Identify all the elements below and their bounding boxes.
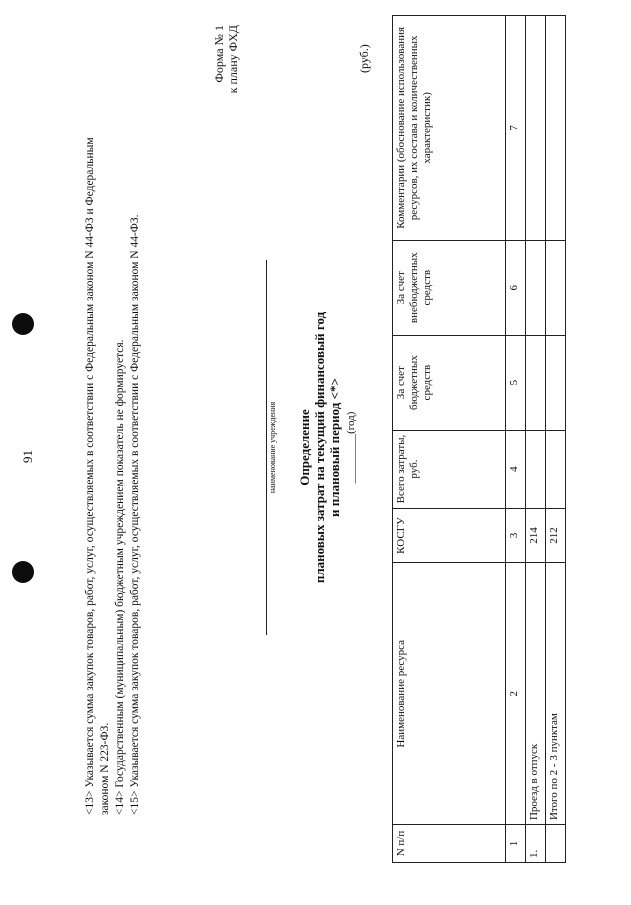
header-kosgu: КОСГУ [393, 508, 506, 563]
punch-hole-left [12, 561, 34, 583]
row-kosgu: 214 [526, 508, 546, 563]
row-comment [546, 16, 566, 241]
page-number: 91 [20, 450, 35, 463]
form-plan-ref: к плану ФХД [226, 25, 240, 94]
form-label [212, 25, 240, 145]
header-total: Всего затраты, руб. [393, 430, 506, 508]
currency-unit: (руб.) [357, 44, 371, 73]
col-number-7: 7 [506, 16, 526, 241]
col-number-3: 3 [506, 508, 526, 563]
col-number-5: 5 [506, 335, 526, 430]
row-number: 1. [526, 825, 546, 863]
row-budget [526, 335, 546, 430]
resources-table [392, 15, 566, 863]
row-number [546, 825, 566, 863]
row-total [526, 430, 546, 508]
col-number-6: 6 [506, 240, 526, 335]
institution-caption: наименование учреждения [268, 401, 277, 494]
header-resource-name: Наименование ресурса [393, 563, 506, 825]
footnote-13-line2: законом N 223-ФЗ. [99, 722, 111, 815]
year-line: _________(год) [345, 411, 357, 484]
col-number-1: 1 [506, 825, 526, 863]
footnote-14: <14> Государственным (муниципальным) бюджетным учреждением показатель не формируется. [114, 339, 126, 815]
row-comment [526, 16, 546, 241]
row-kosgu: 212 [546, 508, 566, 563]
table-header-row [393, 16, 506, 863]
title-line3: и плановый период <*> [327, 378, 342, 517]
form-number: Форма № 1 [212, 25, 226, 83]
row-extrabudget [526, 240, 546, 335]
header-comment: Комментарии (обоснование использования ресурсов, их состава и количественных характеристик) [393, 16, 506, 241]
row-resource-name: Проезд в отпуск [526, 563, 546, 825]
footnote-15: <15> Указывается сумма закупок товаров, работ, услуг, осуществляемых в соответствии с Федеральным законом N 44-ФЗ. [129, 214, 141, 815]
row-extrabudget [546, 240, 566, 335]
table-row [546, 16, 566, 863]
table-row [526, 16, 546, 863]
institution-name-line [266, 260, 267, 635]
row-budget [546, 335, 566, 430]
row-total [546, 430, 566, 508]
document-title [297, 260, 342, 635]
header-budget: За счет бюджетных средств [393, 335, 506, 430]
col-number-4: 4 [506, 430, 526, 508]
title-line1: Определение [297, 409, 312, 486]
header-extrabudget: За счет внебюджетных средств [393, 240, 506, 335]
col-number-2: 2 [506, 563, 526, 825]
header-number: N п/п [393, 825, 506, 863]
table-numbering-row [506, 16, 526, 863]
row-resource-name: Итого по 2 - 3 пунктам [546, 563, 566, 825]
punch-hole-right [12, 313, 34, 335]
footnote-13-line1: <13> Указывается сумма закупок товаров, работ, услуг, осуществляемых в соответствии с Федеральным законом N 44-ФЗ и Федеральным [84, 137, 96, 815]
footnotes [83, 137, 143, 815]
title-line2: плановых затрат на текущий финансовый год [312, 311, 327, 584]
